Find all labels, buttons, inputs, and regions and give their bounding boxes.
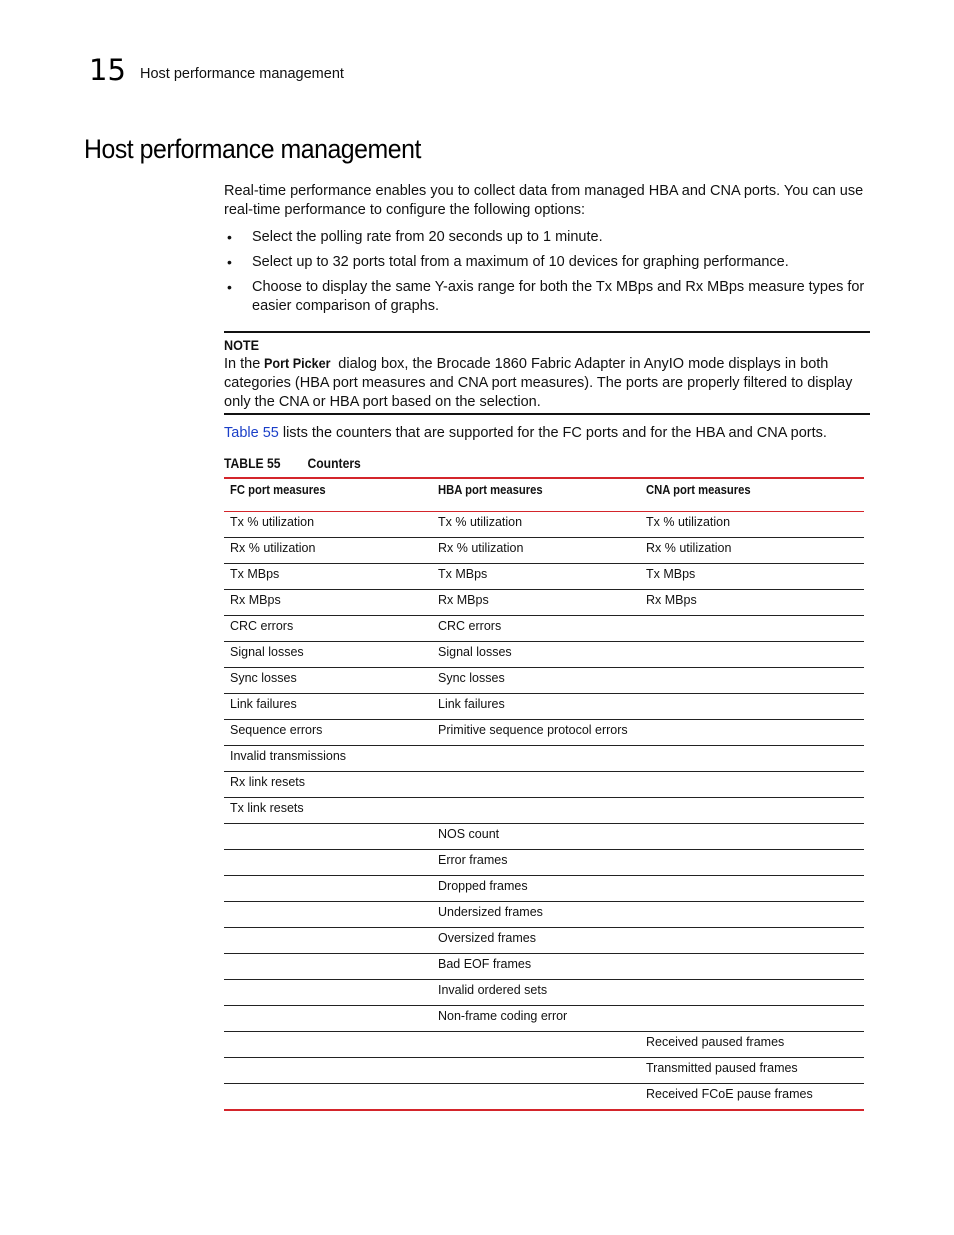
table-cell: CRC errors bbox=[432, 616, 640, 642]
table-cell bbox=[432, 1032, 640, 1058]
column-header-hba: HBA port measures bbox=[432, 478, 640, 512]
table-cell bbox=[640, 928, 864, 954]
table-row bbox=[224, 512, 864, 538]
options-list bbox=[224, 228, 872, 322]
table-cell: Signal losses bbox=[432, 642, 640, 668]
table-row bbox=[224, 954, 864, 980]
counters-table bbox=[224, 477, 864, 1111]
table-cell: Oversized frames bbox=[432, 928, 640, 954]
table-cell bbox=[224, 954, 432, 980]
table-row bbox=[224, 980, 864, 1006]
table-cell: Dropped frames bbox=[432, 876, 640, 902]
table-cell: Sync losses bbox=[224, 668, 432, 694]
table-cell bbox=[432, 772, 640, 798]
table-cell bbox=[640, 1006, 864, 1032]
table-header-row bbox=[224, 478, 864, 512]
chapter-number: 15 bbox=[89, 53, 126, 87]
table-cell bbox=[640, 642, 864, 668]
table-cell: Tx MBps bbox=[432, 564, 640, 590]
list-item-text: Select the polling rate from 20 seconds up to 1 minute. bbox=[252, 229, 603, 245]
list-item bbox=[224, 278, 872, 315]
table-cell: Undersized frames bbox=[432, 902, 640, 928]
list-item bbox=[224, 253, 872, 272]
table-cell: Non-frame coding error bbox=[432, 1006, 640, 1032]
bullet-icon: • bbox=[227, 229, 232, 245]
table-cell bbox=[640, 720, 864, 746]
table-cell bbox=[224, 824, 432, 850]
table-cell bbox=[224, 1032, 432, 1058]
table-link[interactable]: Table 55 bbox=[224, 425, 279, 441]
table-cell: Link failures bbox=[432, 694, 640, 720]
table-cell bbox=[640, 824, 864, 850]
table-cell bbox=[640, 876, 864, 902]
table-caption-label: TABLE 55 bbox=[224, 456, 281, 471]
table-caption bbox=[224, 455, 361, 472]
table-cell: Rx MBps bbox=[224, 590, 432, 616]
table-cell: Received paused frames bbox=[640, 1032, 864, 1058]
table-cell: Tx link resets bbox=[224, 798, 432, 824]
table-cell: Sync losses bbox=[432, 668, 640, 694]
note-label: NOTE bbox=[224, 337, 260, 353]
table-row bbox=[224, 564, 864, 590]
table-row bbox=[224, 876, 864, 902]
table-row bbox=[224, 1058, 864, 1084]
bullet-icon: • bbox=[227, 279, 232, 295]
table-cell bbox=[432, 746, 640, 772]
table-row bbox=[224, 1032, 864, 1058]
table-reference-paragraph bbox=[224, 424, 872, 443]
table-cell: Sequence errors bbox=[224, 720, 432, 746]
ui-term: Port Picker bbox=[264, 355, 331, 371]
table-cell bbox=[640, 694, 864, 720]
table-cell: Bad EOF frames bbox=[432, 954, 640, 980]
table-cell: NOS count bbox=[432, 824, 640, 850]
table-cell: Rx % utilization bbox=[432, 538, 640, 564]
section-title: Host performance management bbox=[84, 134, 421, 164]
table-cell: Transmitted paused frames bbox=[640, 1058, 864, 1084]
intro-paragraph: Real-time performance enables you to collect data from managed HBA and CNA ports. You can use real-time performance to configure the following options: bbox=[224, 183, 864, 218]
table-cell bbox=[432, 1058, 640, 1084]
table-row bbox=[224, 642, 864, 668]
table-reference-text: lists the counters that are supported for the FC ports and for the HBA and CNA ports. bbox=[278, 425, 827, 441]
table-cell: Rx % utilization bbox=[224, 538, 432, 564]
table-cell bbox=[224, 980, 432, 1006]
list-item bbox=[224, 228, 872, 247]
table-row bbox=[224, 668, 864, 694]
table-cell: Tx MBps bbox=[224, 564, 432, 590]
table-cell bbox=[432, 1084, 640, 1111]
bullet-icon: • bbox=[227, 254, 232, 270]
table-cell: Tx % utilization bbox=[432, 512, 640, 538]
table-row bbox=[224, 590, 864, 616]
table-cell bbox=[640, 798, 864, 824]
table-cell: Primitive sequence protocol errors bbox=[432, 720, 640, 746]
table-row bbox=[224, 902, 864, 928]
table-cell: Invalid transmissions bbox=[224, 746, 432, 772]
table-cell: Invalid ordered sets bbox=[432, 980, 640, 1006]
table-row bbox=[224, 1084, 864, 1111]
table-row bbox=[224, 746, 864, 772]
table-row bbox=[224, 850, 864, 876]
table-row bbox=[224, 798, 864, 824]
table-cell bbox=[640, 616, 864, 642]
table-cell: Error frames bbox=[432, 850, 640, 876]
table-cell bbox=[640, 668, 864, 694]
table-cell bbox=[224, 876, 432, 902]
note-box bbox=[224, 331, 870, 415]
table-cell: Tx MBps bbox=[640, 564, 864, 590]
table-cell bbox=[224, 902, 432, 928]
table-cell bbox=[640, 980, 864, 1006]
table-caption-title: Counters bbox=[307, 456, 361, 471]
table-cell bbox=[224, 850, 432, 876]
note-text-start: In the bbox=[224, 356, 265, 372]
table-row bbox=[224, 538, 864, 564]
table-cell bbox=[224, 928, 432, 954]
table-cell: Tx % utilization bbox=[224, 512, 432, 538]
table-cell: Tx % utilization bbox=[640, 512, 864, 538]
list-item-text: Select up to 32 ports total from a maximum of 10 devices for graphing performance. bbox=[252, 254, 789, 270]
note-text-end: dialog box, the Brocade 1860 Fabric Adapter in AnyIO mode displays in both categories (HBA port measures and CNA port measures). The ports are properly filtered to display only the CNA or HBA port based on the selection. bbox=[224, 356, 853, 410]
table-row bbox=[224, 824, 864, 850]
table-cell bbox=[640, 954, 864, 980]
table-row bbox=[224, 772, 864, 798]
table-row bbox=[224, 720, 864, 746]
table-body bbox=[224, 512, 864, 1111]
table-cell: Rx MBps bbox=[640, 590, 864, 616]
table-cell: Rx link resets bbox=[224, 772, 432, 798]
table-cell: CRC errors bbox=[224, 616, 432, 642]
table-cell bbox=[640, 902, 864, 928]
list-item-text: Choose to display the same Y-axis range for both the Tx MBps and Rx MBps measure types for easier comparison of graphs. bbox=[252, 279, 865, 314]
table-row bbox=[224, 1006, 864, 1032]
table-cell bbox=[224, 1084, 432, 1111]
table-cell: Received FCoE pause frames bbox=[646, 1087, 813, 1101]
note-text bbox=[224, 354, 870, 412]
table-cell bbox=[224, 1058, 432, 1084]
table-row bbox=[224, 928, 864, 954]
table-row bbox=[224, 616, 864, 642]
table-row bbox=[224, 694, 864, 720]
table-cell: Rx % utilization bbox=[640, 538, 864, 564]
table-cell bbox=[640, 772, 864, 798]
column-header-fc: FC port measures bbox=[224, 478, 432, 512]
table-cell: Link failures bbox=[224, 694, 432, 720]
table-cell: Signal losses bbox=[224, 642, 432, 668]
table-cell bbox=[224, 1006, 432, 1032]
table-cell bbox=[640, 850, 864, 876]
table-cell bbox=[432, 798, 640, 824]
table-cell: Rx MBps bbox=[432, 590, 640, 616]
running-header-title: Host performance management bbox=[140, 66, 344, 82]
table-cell bbox=[640, 746, 864, 772]
column-header-cna: CNA port measures bbox=[640, 478, 864, 512]
